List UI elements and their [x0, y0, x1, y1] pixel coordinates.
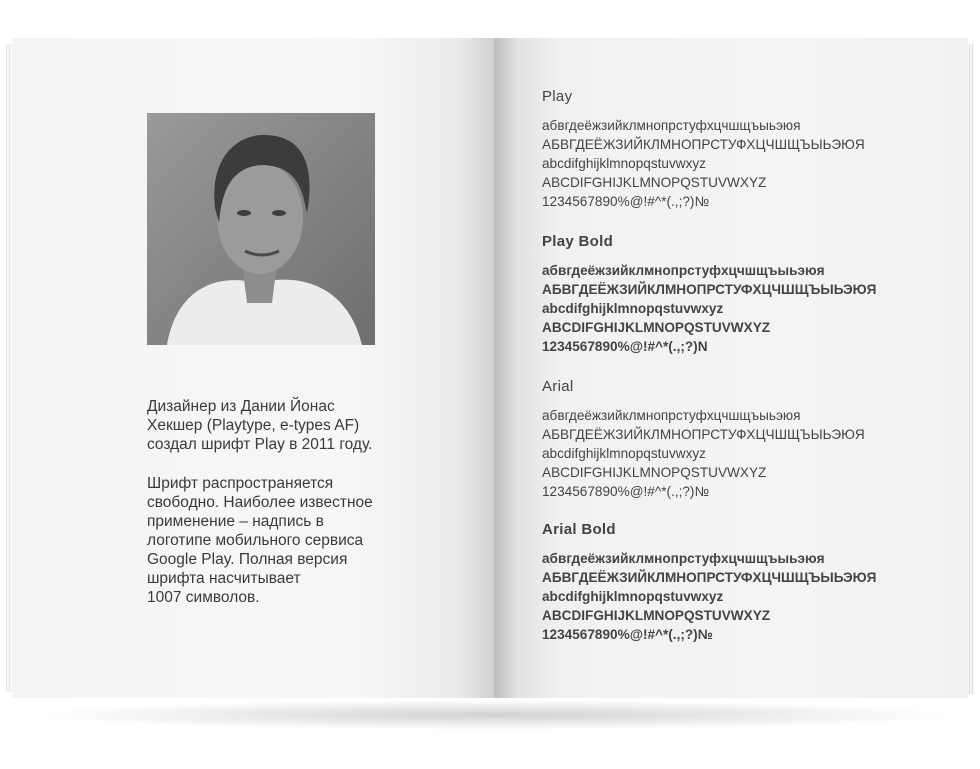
- specimen-line: 1234567890%@!#^*(.,;?)№: [542, 194, 710, 209]
- specimen-line: АБВГДЕЁЖЗИЙКЛМНОПРСТУФХЦЧШЩЪЫЬЭЮЯ: [542, 427, 865, 442]
- bio-paragraph-2: [147, 474, 397, 607]
- specimen-line: АБВГДЕЁЖЗИЙКЛМНОПРСТУФХЦЧШЩЪЫЬЭЮЯ: [542, 282, 877, 297]
- bio-paragraph-1: [147, 397, 397, 454]
- book-shadow: [30, 700, 960, 730]
- specimen-line: ABCDIFGHIJKLMNOPQSTUVWXYZ: [542, 608, 771, 623]
- specimen-play: [542, 88, 865, 211]
- bio-text-2: Шрифт распространяется свободно. Наиболее известное применение – надпись в логотипе мобильного сервиса Google Play. Полная версия шрифта насчитывает 1007 символов.: [147, 475, 373, 606]
- specimen-line: абвгдеёжзийклмнопрстуфхцчшщъыьэюя: [542, 551, 825, 566]
- designer-portrait-photo: [147, 113, 375, 345]
- specimen-line: ABCDIFGHIJKLMNOPQSTUVWXYZ: [542, 175, 767, 190]
- specimen-line: abcdifghijklmnopqstuvwxyz: [542, 446, 706, 461]
- specimen-title: Arial: [542, 378, 574, 395]
- specimen-line: АБВГДЕЁЖЗИЙКЛМНОПРСТУФХЦЧШЩЪЫЬЭЮЯ: [542, 570, 877, 585]
- specimen-title: Play Bold: [542, 233, 614, 250]
- specimen-line: abcdifghijklmnopqstuvwxyz: [542, 301, 724, 316]
- specimen-line: 1234567890%@!#^*(.,;?)№: [542, 484, 710, 499]
- specimen-line: ABCDIFGHIJKLMNOPQSTUVWXYZ: [542, 320, 771, 335]
- specimen-line: абвгдеёжзийклмнопрстуфхцчшщъыьэюя: [542, 118, 801, 133]
- specimen-line: АБВГДЕЁЖЗИЙКЛМНОПРСТУФХЦЧШЩЪЫЬЭЮЯ: [542, 137, 865, 152]
- specimen-line: ABCDIFGHIJKLMNOPQSTUVWXYZ: [542, 465, 767, 480]
- bio-text-1: Дизайнер из Дании Йонас Хекшер (Playtype, e-types AF) создал шрифт Play в 2011 году.: [147, 398, 373, 453]
- specimen-title: Play: [542, 88, 573, 105]
- specimen-line: 1234567890%@!#^*(.,;?)N: [542, 339, 708, 354]
- specimen-arial: [542, 378, 865, 501]
- specimen-play-bold: [542, 233, 876, 356]
- specimen-line: abcdifghijklmnopqstuvwxyz: [542, 589, 724, 604]
- specimen-line: абвгдеёжзийклмнопрстуфхцчшщъыьэюя: [542, 263, 825, 278]
- specimen-line: 1234567890%@!#^*(.,;?)№: [542, 627, 713, 642]
- specimen-title: Arial Bold: [542, 521, 616, 538]
- specimen-arial-bold: [542, 521, 876, 644]
- specimen-line: абвгдеёжзийклмнопрстуфхцчшщъыьэюя: [542, 408, 801, 423]
- specimen-line: abcdifghijklmnopqstuvwxyz: [542, 156, 706, 171]
